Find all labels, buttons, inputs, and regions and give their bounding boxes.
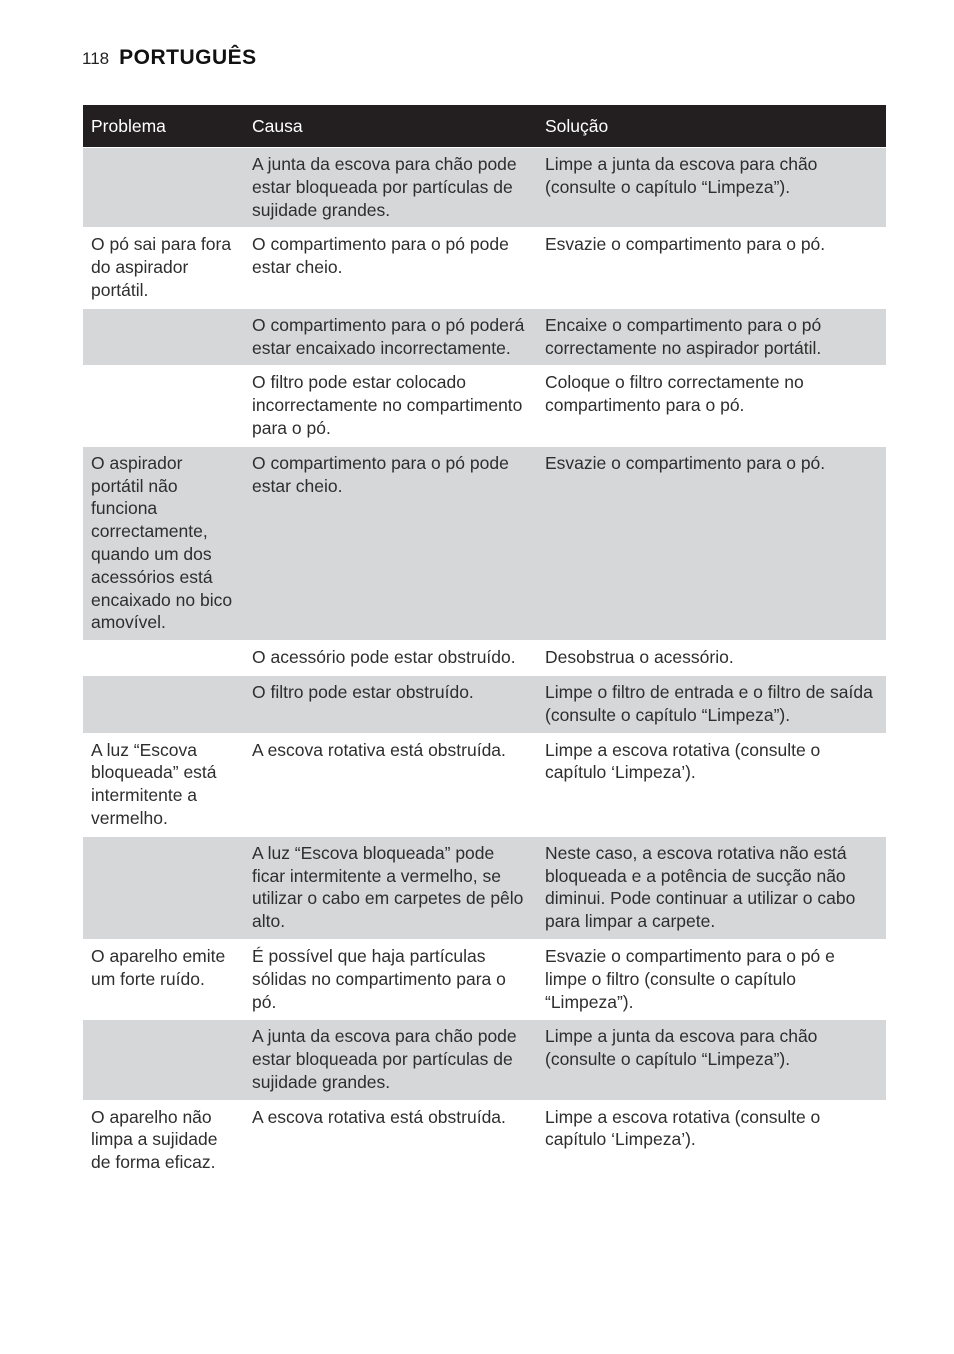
solution-cell: Esvazie o compartimento para o pó e limpe o filtro (consulte o capítulo “Limpeza”). xyxy=(537,939,886,1019)
problem-cell xyxy=(83,675,244,733)
cause-cell: O compartimento para o pó pode estar cheio. xyxy=(244,446,537,640)
column-header-cause: Causa xyxy=(244,105,537,148)
cause-cell: O filtro pode estar obstruído. xyxy=(244,675,537,733)
solution-cell: Limpe o filtro de entrada e o filtro de saída (consulte o capítulo “Limpeza”). xyxy=(537,675,886,733)
problem-cell: O aspirador portátil não funciona correctamente, quando um dos acessórios está encaixado no bico amovível. xyxy=(83,446,244,640)
problem-cell xyxy=(83,308,244,366)
cause-cell: A luz “Escova bloqueada” pode ficar intermitente a vermelho, se utilizar o cabo em carpetes de pêlo alto. xyxy=(244,836,537,939)
solution-cell: Coloque o filtro correctamente no compartimento para o pó. xyxy=(537,366,886,446)
cause-cell: A escova rotativa está obstruída. xyxy=(244,733,537,836)
column-header-solution: Solução xyxy=(537,105,886,148)
page-number: 118 xyxy=(82,49,110,68)
troubleshooting-table xyxy=(83,105,886,1180)
problem-cell: O pó sai para fora do aspirador portátil. xyxy=(83,228,244,308)
problem-cell xyxy=(83,836,244,939)
table-body xyxy=(83,148,886,1181)
problem-cell xyxy=(83,148,244,228)
solution-cell: Neste caso, a escova rotativa não está bloqueada e a potência de sucção não diminui. Pode continuar a utilizar o cabo para limpar a carpete. xyxy=(537,836,886,939)
solution-cell: Encaixe o compartimento para o pó correctamente no aspirador portátil. xyxy=(537,308,886,366)
table-row xyxy=(83,733,886,836)
cause-cell: A escova rotativa está obstruída. xyxy=(244,1100,537,1180)
table-row xyxy=(83,641,886,676)
solution-cell: Limpe a escova rotativa (consulte o capítulo ‘Limpeza’). xyxy=(537,733,886,836)
problem-cell xyxy=(83,1020,244,1100)
table-header xyxy=(83,105,886,148)
solution-cell: Esvazie o compartimento para o pó. xyxy=(537,228,886,308)
solution-cell: Limpe a escova rotativa (consulte o capítulo ‘Limpeza’). xyxy=(537,1100,886,1180)
cause-cell: O acessório pode estar obstruído. xyxy=(244,641,537,676)
cause-cell: A junta da escova para chão pode estar bloqueada por partículas de sujidade grandes. xyxy=(244,148,537,228)
problem-cell: O aparelho emite um forte ruído. xyxy=(83,939,244,1019)
cause-cell: O filtro pode estar colocado incorrectamente no compartimento para o pó. xyxy=(244,366,537,446)
page-title: PORTUGUÊS xyxy=(119,46,257,69)
table-row xyxy=(83,446,886,640)
solution-cell: Desobstrua o acessório. xyxy=(537,641,886,676)
problem-cell xyxy=(83,641,244,676)
table-header-row xyxy=(83,105,886,148)
table-row xyxy=(83,939,886,1019)
table-row xyxy=(83,148,886,228)
solution-cell: Limpe a junta da escova para chão (consulte o capítulo “Limpeza”). xyxy=(537,1020,886,1100)
cause-cell: O compartimento para o pó poderá estar encaixado incorrectamente. xyxy=(244,308,537,366)
table-row xyxy=(83,228,886,308)
column-header-problem: Problema xyxy=(83,105,244,148)
solution-cell: Esvazie o compartimento para o pó. xyxy=(537,446,886,640)
page-header xyxy=(82,46,257,70)
problem-cell xyxy=(83,366,244,446)
cause-cell: O compartimento para o pó pode estar cheio. xyxy=(244,228,537,308)
solution-cell: Limpe a junta da escova para chão (consulte o capítulo “Limpeza”). xyxy=(537,148,886,228)
table-row xyxy=(83,675,886,733)
table-row xyxy=(83,836,886,939)
cause-cell: A junta da escova para chão pode estar bloqueada por partículas de sujidade grandes. xyxy=(244,1020,537,1100)
table-row xyxy=(83,1020,886,1100)
table-row xyxy=(83,308,886,366)
table-row xyxy=(83,1100,886,1180)
problem-cell: O aparelho não limpa a sujidade de forma eficaz. xyxy=(83,1100,244,1180)
table-row xyxy=(83,366,886,446)
problem-cell: A luz “Escova bloqueada” está intermitente a vermelho. xyxy=(83,733,244,836)
cause-cell: É possível que haja partículas sólidas no compartimento para o pó. xyxy=(244,939,537,1019)
